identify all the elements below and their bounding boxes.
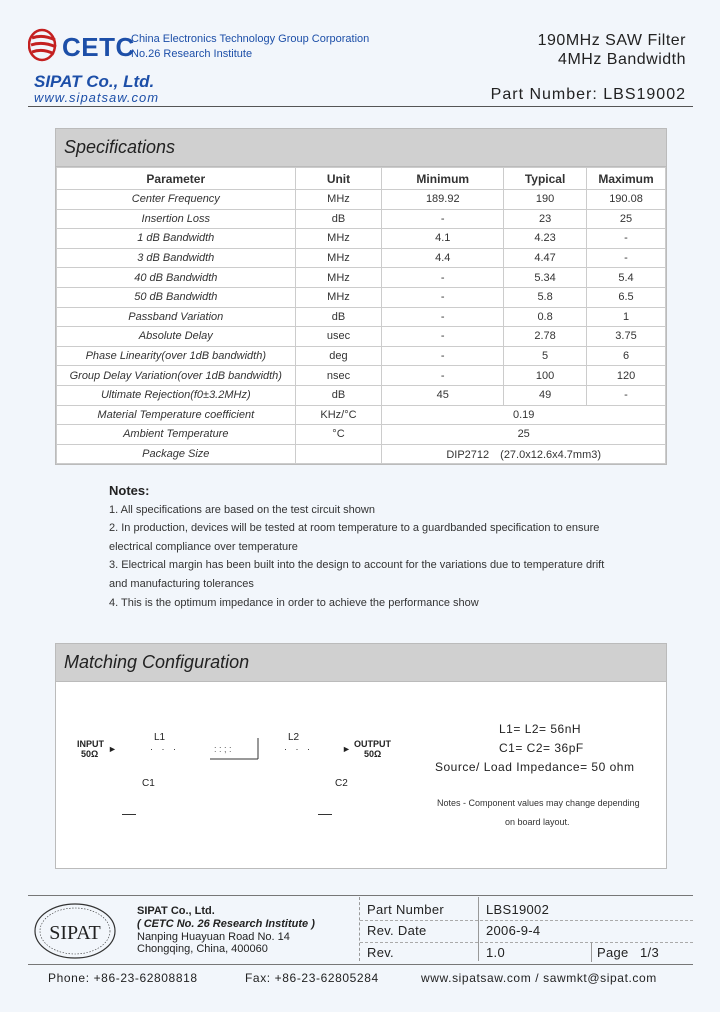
col-parameter: Parameter: [57, 168, 296, 190]
spec-row: [57, 190, 666, 210]
note-line: 4. This is the optimum impedance in order to achieve the performance show: [109, 596, 479, 609]
brand-name: SIPAT Co., Ltd.: [34, 72, 155, 91]
c1-label: C1: [142, 778, 155, 789]
spec-row: [57, 366, 666, 386]
sipat-seal-icon: [30, 901, 120, 961]
spec-typ: 190: [504, 190, 587, 210]
spec-row: [57, 385, 666, 405]
footer-part-number: LBS19002: [486, 902, 550, 917]
spec-param: Material Temperature coefficient: [57, 405, 296, 425]
notes-title: Notes:: [109, 483, 150, 498]
footer-label-part-number: Part Number: [367, 902, 444, 917]
spec-param: 50 dB Bandwidth: [57, 287, 296, 307]
specifications-panel: [55, 128, 667, 465]
spec-unit: °C: [295, 425, 382, 445]
c2-label: C2: [335, 778, 348, 789]
spec-unit: MHz: [295, 229, 382, 249]
spec-min: -: [382, 268, 504, 288]
spec-min: -: [382, 287, 504, 307]
spec-typ: 2.78: [504, 327, 587, 347]
matching-note: on board layout.: [505, 817, 570, 827]
spec-param: Group Delay Variation(over 1dB bandwidth): [57, 366, 296, 386]
note-line: 1. All specifications are based on the test circuit shown: [109, 503, 375, 516]
spec-typ: 5.34: [504, 268, 587, 288]
spec-param: Passband Variation: [57, 307, 296, 327]
product-title: 190MHz SAW Filter 4MHz Bandwidth: [537, 32, 686, 68]
footer-rev-date: 2006-9-4: [486, 923, 541, 938]
saw-filter-icon: [206, 734, 266, 764]
spec-header-row: [57, 168, 666, 190]
spec-typ: 4.23: [504, 229, 587, 249]
spec-unit: deg: [295, 346, 382, 366]
spec-row: [57, 248, 666, 268]
footer-rev: 1.0: [486, 945, 505, 960]
svg-text:: : ; :: : : ; :: [214, 744, 232, 754]
spec-row: [57, 307, 666, 327]
l1-label: L1: [154, 732, 166, 743]
footer-label-rev-date: Rev. Date: [367, 923, 427, 938]
footer-page-value: 1/3: [640, 945, 659, 960]
matching-panel: [55, 643, 667, 869]
spec-row: [57, 209, 666, 229]
spec-max: -: [587, 385, 666, 405]
footer-divider: [359, 897, 360, 961]
c2-ground-icon: [318, 814, 332, 815]
footer-divider: [591, 942, 592, 962]
spec-unit: dB: [295, 307, 382, 327]
note-line: 2. In production, devices will be tested at room temperature to a guardbanded specification to ensure: [109, 522, 600, 535]
spec-param: Ambient Temperature: [57, 425, 296, 445]
spec-unit: KHz/°C: [295, 405, 382, 425]
footer-fax: Fax: +86-23-62805284: [245, 971, 379, 985]
spec-max: 190.08: [587, 190, 666, 210]
spec-max: 120: [587, 366, 666, 386]
spec-value: DIP2712 (27.0x12.6x4.7mm3): [382, 444, 666, 464]
capacitor-values: C1= C2= 36pF: [499, 741, 584, 755]
spec-row: [57, 327, 666, 347]
col-maximum: Maximum: [587, 168, 666, 190]
spec-max: 5.4: [587, 268, 666, 288]
spec-min: 45: [382, 385, 504, 405]
spec-typ: 23: [504, 209, 587, 229]
note-line: electrical compliance over temperature: [109, 540, 298, 553]
spec-max: 1: [587, 307, 666, 327]
cetc-logo-text: CETC: [62, 32, 135, 62]
spec-min: -: [382, 209, 504, 229]
matching-note: Notes - Component values may change depending: [437, 798, 640, 808]
spec-max: 25: [587, 209, 666, 229]
spec-unit: MHz: [295, 268, 382, 288]
spec-unit: dB: [295, 385, 382, 405]
spec-row: [57, 229, 666, 249]
header-divider: [28, 106, 693, 107]
spec-param: 1 dB Bandwidth: [57, 229, 296, 249]
spec-param: Package Size: [57, 444, 296, 464]
spec-unit: MHz: [295, 190, 382, 210]
cetc-logo-icon: [28, 28, 58, 62]
inductor-values: L1= L2= 56nH: [499, 722, 582, 736]
col-typical: Typical: [504, 168, 587, 190]
footer-company: SIPAT Co., Ltd.: [137, 905, 215, 917]
spec-typ: 4.47: [504, 248, 587, 268]
spec-table: [56, 167, 666, 464]
spec-max: -: [587, 248, 666, 268]
spec-param: 40 dB Bandwidth: [57, 268, 296, 288]
note-line: and manufacturing tolerances: [109, 577, 254, 590]
spec-max: 6.5: [587, 287, 666, 307]
spec-value: 0.19: [382, 405, 666, 425]
seal-text: SIPAT: [49, 922, 101, 944]
spec-row: [57, 287, 666, 307]
footer-page-label: Page: [597, 945, 629, 960]
input-arrow-icon: ►: [108, 744, 117, 754]
footer-institute: ( CETC No. 26 Research Institute ): [137, 918, 315, 930]
note-line: 3. Electrical margin has been built into the design to account for the variations due to temperature drift: [109, 559, 605, 572]
spec-max: 6: [587, 346, 666, 366]
spec-unit: dB: [295, 209, 382, 229]
impedance-values: Source/ Load Impedance= 50 ohm: [435, 760, 635, 774]
specifications-title: Specifications: [56, 129, 666, 167]
output-label: OUTPUT: [354, 739, 391, 749]
l2-label: L2: [288, 732, 300, 743]
spec-min: -: [382, 346, 504, 366]
spec-row: [57, 425, 666, 445]
spec-max: -: [587, 229, 666, 249]
footer-address: Nanping Huayuan Road No. 14: [137, 931, 290, 943]
spec-unit: nsec: [295, 366, 382, 386]
matching-title: Matching Configuration: [56, 644, 666, 682]
footer-row-divider: [360, 942, 693, 943]
l2-inductor-icon: · · ·: [284, 744, 313, 754]
spec-min: -: [382, 327, 504, 347]
output-impedance: 50Ω: [364, 749, 382, 759]
l1-inductor-icon: · · ·: [150, 744, 179, 754]
company-name: China Electronics Technology Group Corporation No.26 Research Institute: [131, 33, 370, 60]
spec-row: [57, 268, 666, 288]
header-part-number: Part Number: LBS19002: [490, 86, 686, 103]
col-minimum: Minimum: [382, 168, 504, 190]
spec-row: [57, 405, 666, 425]
spec-min: -: [382, 307, 504, 327]
c1-ground-icon: [122, 814, 136, 815]
spec-min: 4.1: [382, 229, 504, 249]
spec-min: 4.4: [382, 248, 504, 268]
spec-typ: 0.8: [504, 307, 587, 327]
website-link[interactable]: www.sipatsaw.com: [34, 90, 160, 105]
notes-section: [109, 482, 629, 612]
footer-address: Chongqing, China, 400060: [137, 943, 268, 955]
spec-value: 25: [382, 425, 666, 445]
spec-param: Phase Linearity(over 1dB bandwidth): [57, 346, 296, 366]
spec-row: [57, 444, 666, 464]
spec-row: [57, 346, 666, 366]
spec-param: Ultimate Rejection(f0±3.2MHz): [57, 385, 296, 405]
input-impedance: 50Ω: [81, 749, 99, 759]
spec-min: 189.92: [382, 190, 504, 210]
spec-typ: 5: [504, 346, 587, 366]
spec-unit: MHz: [295, 248, 382, 268]
footer-web-mail[interactable]: www.sipatsaw.com / sawmkt@sipat.com: [421, 971, 657, 985]
spec-typ: 49: [504, 385, 587, 405]
spec-param: 3 dB Bandwidth: [57, 248, 296, 268]
spec-param: Center Frequency: [57, 190, 296, 210]
spec-typ: 100: [504, 366, 587, 386]
footer-phone: Phone: +86-23-62808818: [48, 971, 198, 985]
spec-param: Insertion Loss: [57, 209, 296, 229]
spec-unit: [295, 444, 382, 464]
spec-param: Absolute Delay: [57, 327, 296, 347]
footer-divider: [478, 897, 479, 961]
spec-unit: usec: [295, 327, 382, 347]
output-arrow-icon: ►: [342, 744, 351, 754]
footer-box: [28, 895, 693, 965]
spec-unit: MHz: [295, 287, 382, 307]
footer-label-rev: Rev.: [367, 945, 394, 960]
spec-max: 3.75: [587, 327, 666, 347]
spec-typ: 5.8: [504, 287, 587, 307]
footer-row-divider: [360, 920, 693, 921]
col-unit: Unit: [295, 168, 382, 190]
input-label: INPUT: [77, 739, 104, 749]
spec-min: -: [382, 366, 504, 386]
